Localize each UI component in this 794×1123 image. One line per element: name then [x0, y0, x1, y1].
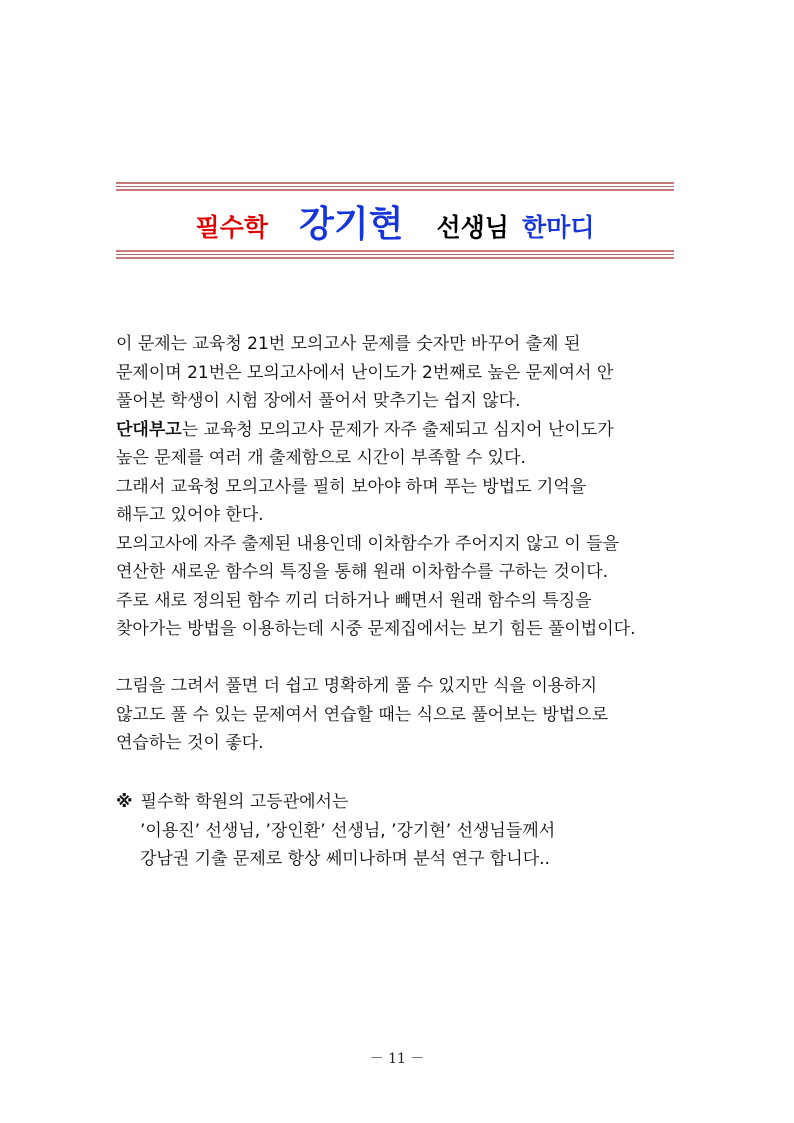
text-line-rest: 는 교육청 모의고사 문제가 자주 출제되고 심지어 난이도가 [181, 419, 614, 440]
text-line: 그림을 그려서 풀면 더 쉽고 명확하게 풀 수 있지만 식을 이용하지 [116, 676, 598, 696]
note-text: 필수학 학원의 고등관에서는 [140, 792, 349, 812]
bottom-rule [116, 250, 674, 261]
text-line: 모의고사에 자주 출제된 내용인데 이차함수가 주어지지 않고 이 들을 [116, 533, 620, 554]
page-number: － 11 － [369, 1051, 425, 1067]
title-teacher-name: 강기현 [299, 204, 404, 245]
note-line [116, 788, 696, 817]
text-line: 해두고 있어야 한다. [116, 505, 264, 525]
text-line [116, 416, 696, 445]
title-academy: 필수학 [195, 213, 268, 242]
body-text [116, 330, 696, 758]
school-name: 단대부고 [116, 419, 182, 440]
text-line: 주로 새로 정의된 함수 끼리 더하거나 빼면서 원래 함수의 특징을 [116, 590, 592, 611]
title-teacher-title: 선생님 [436, 213, 509, 242]
text-line: 찾아가는 방법을 이용하는데 시중 문제집에서는 보기 힘든 풀이법이다. [116, 619, 636, 639]
text-line: 연습하는 것이 좋다. [116, 733, 264, 753]
note-line: ’이용진’ 선생님, ’장인환’ 선생님, ’강기현’ 선생님들께서 [140, 820, 556, 841]
text-line: 풀어본 학생이 시험 장에서 풀어서 맞추기는 쉽지 않다. [116, 391, 521, 411]
text-line: 연산한 새로운 함수의 특징을 통해 원래 이차함수를 구하는 것이다. [116, 562, 609, 582]
note-line: 강남권 기출 문제로 항상 쎄미나하며 분석 연구 합니다.. [140, 849, 550, 869]
text-line: 문제이며 21번은 모의고사에서 난이도가 2번째로 높은 문제여서 안 [116, 362, 614, 383]
note-block [116, 788, 696, 874]
top-rule [116, 182, 674, 193]
text-line: 그래서 교육청 모의고사를 필히 보아야 하며 푸는 방법도 기억을 [116, 476, 587, 497]
text-line: 않고도 풀 수 있는 문제여서 연습할 때는 식으로 풀어보는 방법으로 [116, 704, 609, 725]
paragraph-gap [116, 644, 696, 673]
text-line: 이 문제는 교육청 21번 모의고사 문제를 숫자만 바꾸어 출제 된 [116, 334, 581, 354]
page-title [116, 196, 674, 245]
reference-mark: ※ [116, 792, 133, 812]
text-line: 높은 문제를 여러 개 출제함으로 시간이 부족할 수 있다. [116, 448, 526, 468]
title-section: 한마디 [522, 213, 595, 242]
